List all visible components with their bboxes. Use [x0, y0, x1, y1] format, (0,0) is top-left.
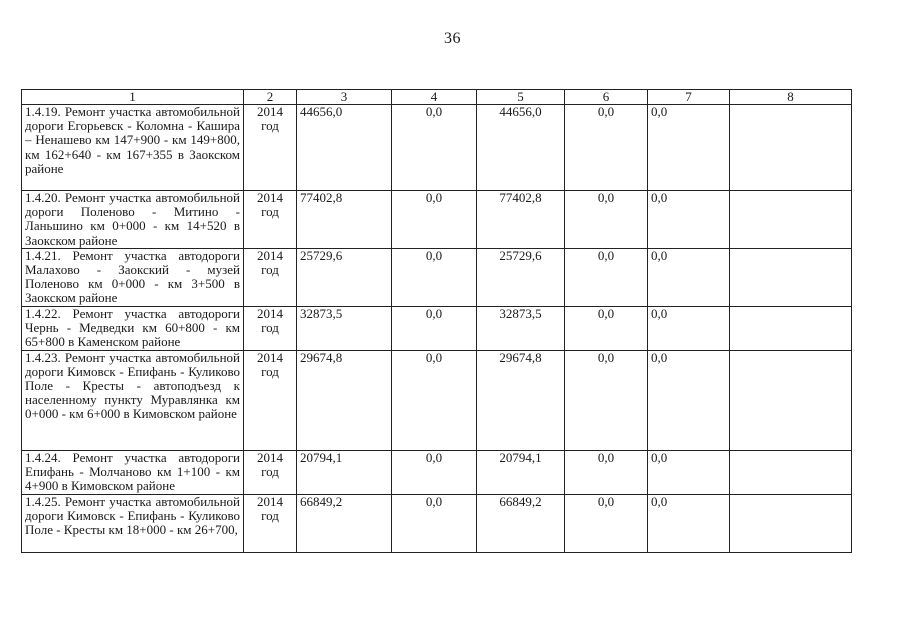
column-header: 8 — [730, 90, 852, 105]
year-unit: год — [261, 463, 279, 479]
cell-col5: 20794,1 — [477, 450, 565, 494]
cell-col5: 32873,5 — [477, 306, 565, 350]
cell-col6: 0,0 — [565, 306, 648, 350]
cell-col7: 0,0 — [648, 191, 730, 249]
column-header: 7 — [648, 90, 730, 105]
table-row — [22, 191, 852, 249]
column-header: 6 — [565, 90, 648, 105]
cell-col8 — [730, 248, 852, 306]
table-row — [22, 350, 852, 450]
year-unit: год — [261, 204, 279, 220]
cell-col5: 66849,2 — [477, 494, 565, 552]
year-value: 2014 — [257, 350, 283, 365]
year-value: 2014 — [257, 248, 283, 263]
cell-col8 — [730, 105, 852, 191]
column-header: 2 — [244, 90, 297, 105]
row-description: 1.4.23. Ремонт участка автомобильной дороги Кимовск - Епифань - Куликово Поле - Кресты - автоподъезд к населенному пункту Муравлянка км 0+000 - км 6+000 в Кимовском районе — [22, 350, 244, 450]
cell-col4: 0,0 — [392, 450, 477, 494]
cell-col3: 44656,0 — [297, 105, 392, 191]
year-value: 2014 — [257, 306, 283, 321]
row-year — [244, 191, 297, 249]
row-description: 1.4.24. Ремонт участка автодороги Епифань - Молчаново км 1+100 - км 4+900 в Кимовском районе — [22, 450, 244, 494]
cell-col5: 25729,6 — [477, 248, 565, 306]
row-description: 1.4.21. Ремонт участка автодороги Малахово - Заокский - музей Поленово км 0+000 - км 3+500 в Заокском районе — [22, 248, 244, 306]
row-description: 1.4.20. Ремонт участка автомобильной дороги Поленово - Митино - Ланьшино км 0+000 - км 14+520 в Заокском районе — [22, 191, 244, 249]
cell-col7: 0,0 — [648, 494, 730, 552]
cell-col6: 0,0 — [565, 450, 648, 494]
cell-col8 — [730, 350, 852, 450]
row-year — [244, 450, 297, 494]
year-value: 2014 — [257, 494, 283, 509]
cell-col7: 0,0 — [648, 450, 730, 494]
table-row — [22, 105, 852, 191]
cell-col6: 0,0 — [565, 191, 648, 249]
cell-col6: 0,0 — [565, 494, 648, 552]
row-description: 1.4.22. Ремонт участка автодороги Чернь - Медведки км 60+800 - км 65+800 в Каменском районе — [22, 306, 244, 350]
row-year — [244, 105, 297, 191]
cell-col5: 29674,8 — [477, 350, 565, 450]
row-year — [244, 306, 297, 350]
cell-col5: 44656,0 — [477, 105, 565, 191]
row-description: 1.4.25. Ремонт участка автомобильной дороги Кимовск - Епифань - Куликово Поле - Кресты км 18+000 - км 26+700, — [22, 494, 244, 552]
cell-col8 — [730, 306, 852, 350]
cell-col8 — [730, 494, 852, 552]
cell-col3: 66849,2 — [297, 494, 392, 552]
cell-col4: 0,0 — [392, 306, 477, 350]
year-value: 2014 — [257, 104, 283, 119]
cell-col7: 0,0 — [648, 248, 730, 306]
year-unit: год — [261, 363, 279, 379]
cell-col7: 0,0 — [648, 105, 730, 191]
table-row — [22, 306, 852, 350]
cell-col3: 77402,8 — [297, 191, 392, 249]
year-unit: год — [261, 262, 279, 278]
year-unit: год — [261, 118, 279, 134]
cell-col3: 32873,5 — [297, 306, 392, 350]
cell-col3: 20794,1 — [297, 450, 392, 494]
cell-col4: 0,0 — [392, 105, 477, 191]
column-header: 5 — [477, 90, 565, 105]
cell-col5: 77402,8 — [477, 191, 565, 249]
cell-col6: 0,0 — [565, 105, 648, 191]
cell-col4: 0,0 — [392, 494, 477, 552]
table-row — [22, 494, 852, 552]
row-description: 1.4.19. Ремонт участка автомобильной дороги Егорьевск - Коломна - Кашира – Ненашево км 147+900 - км 149+800, км 162+640 - км 167+355 в Заокском районе — [22, 105, 244, 191]
table-row — [22, 248, 852, 306]
year-value: 2014 — [257, 450, 283, 465]
cell-col4: 0,0 — [392, 350, 477, 450]
column-header: 3 — [297, 90, 392, 105]
table-row — [22, 450, 852, 494]
cell-col7: 0,0 — [648, 350, 730, 450]
year-unit: год — [261, 319, 279, 335]
budget-table — [21, 89, 852, 553]
cell-col6: 0,0 — [565, 248, 648, 306]
cell-col8 — [730, 450, 852, 494]
cell-col4: 0,0 — [392, 248, 477, 306]
column-header: 4 — [392, 90, 477, 105]
year-value: 2014 — [257, 190, 283, 205]
cell-col7: 0,0 — [648, 306, 730, 350]
row-year — [244, 248, 297, 306]
column-header: 1 — [22, 90, 244, 105]
cell-col3: 29674,8 — [297, 350, 392, 450]
year-unit: год — [261, 507, 279, 523]
row-year — [244, 494, 297, 552]
cell-col3: 25729,6 — [297, 248, 392, 306]
cell-col8 — [730, 191, 852, 249]
row-year — [244, 350, 297, 450]
cell-col4: 0,0 — [392, 191, 477, 249]
cell-col6: 0,0 — [565, 350, 648, 450]
page-number: 36 — [444, 30, 461, 47]
header-row — [22, 90, 852, 105]
